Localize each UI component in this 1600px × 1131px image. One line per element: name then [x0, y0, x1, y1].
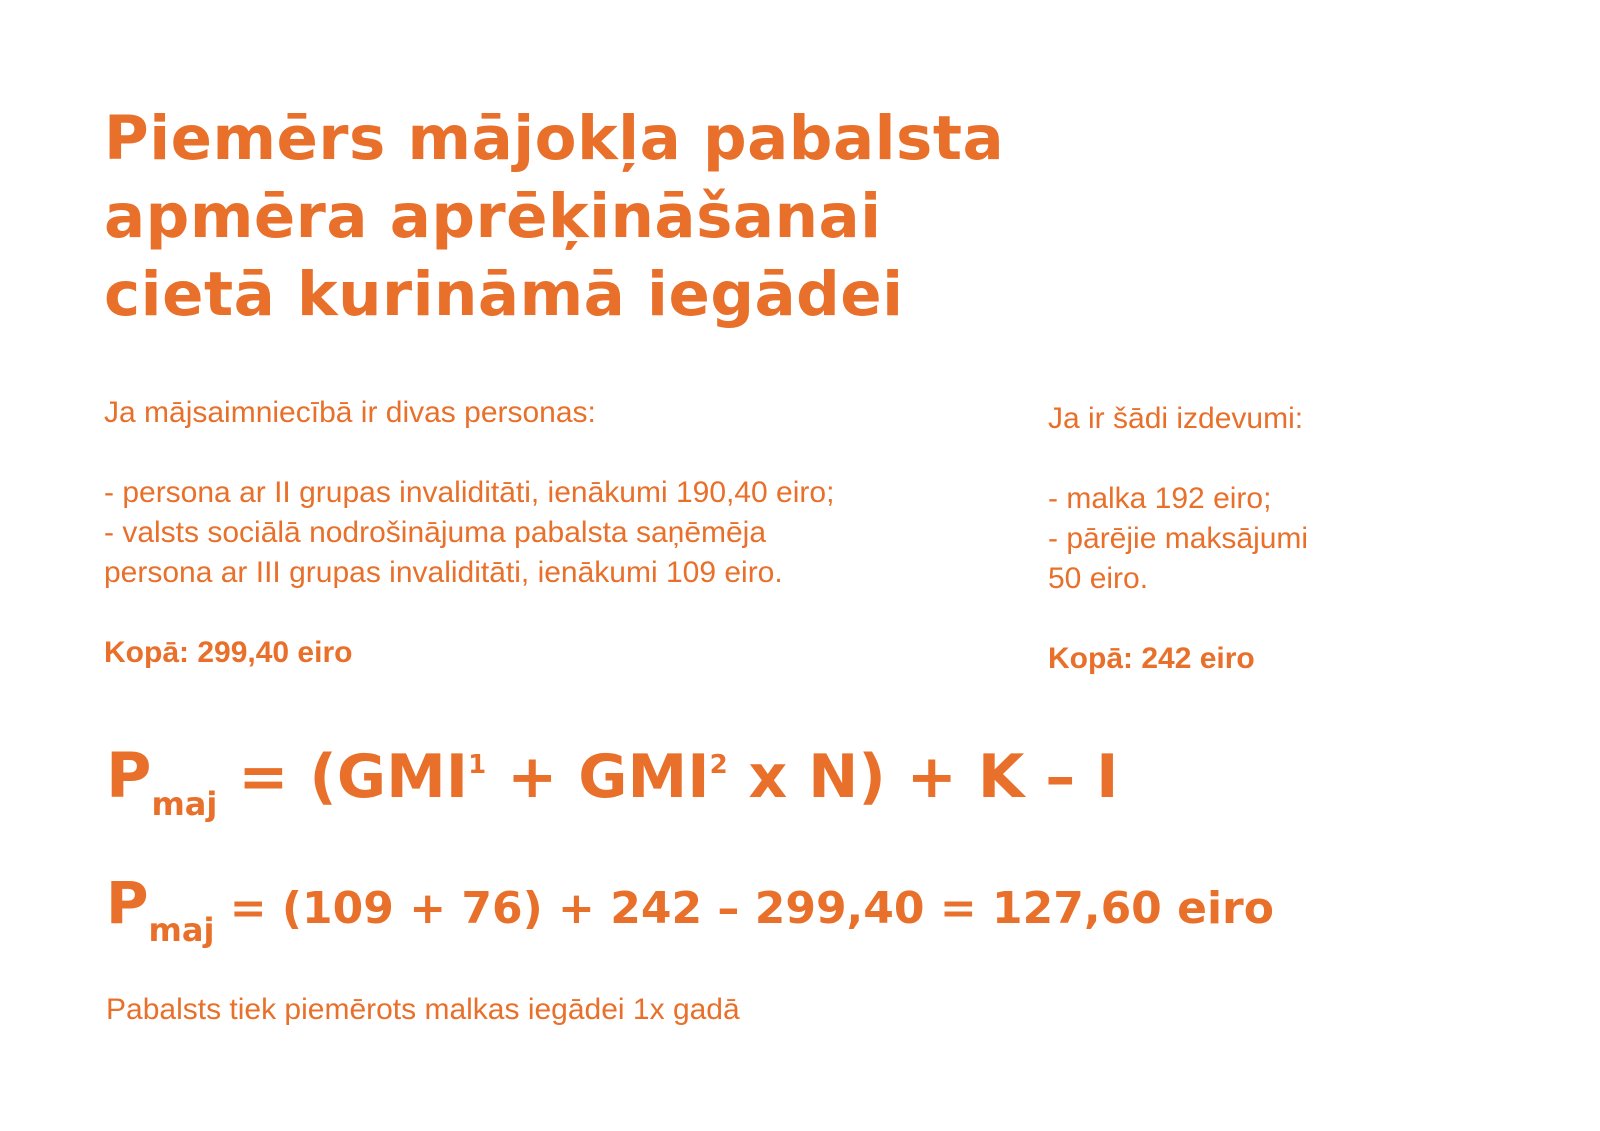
formula-general-superscript-2: 2 — [709, 750, 728, 780]
formula-general-superscript-1: 1 — [468, 750, 487, 780]
formula-general-part-3: x N) + K – I — [727, 742, 1119, 812]
title-line-1: Piemērs mājokļa pabalsta — [104, 103, 1005, 174]
expenses-total: Kopā: 242 eiro — [1048, 642, 1255, 675]
formula-example-rest: = (109 + 76) + 242 – 299,40 = 127,60 eiro — [214, 883, 1274, 934]
expenses-item-1: - malka 192 eiro; — [1048, 482, 1272, 515]
title-line-3: cietā kurināmā iegādei — [104, 259, 904, 330]
footer-note: Pabalsts tiek piemērots malkas iegādei 1x gadā — [106, 993, 740, 1026]
household-item-3: persona ar III grupas invaliditāti, ienākumi 109 eiro. — [104, 556, 783, 589]
formula-general-part-2: + GMI — [486, 742, 710, 812]
expenses-item-3: 50 eiro. — [1048, 562, 1149, 595]
title-line-2: apmēra aprēķināšanai — [104, 181, 882, 252]
formula-general-subscript: maj — [151, 785, 218, 823]
formula-example-subscript: maj — [148, 911, 215, 949]
household-item-2: - valsts sociālā nodrošinājuma pabalsta saņēmēja — [104, 516, 767, 549]
formula-general-part-1: = (GMI — [217, 742, 469, 812]
formula-general-p: P — [106, 739, 152, 812]
formula-example-p: P — [106, 869, 149, 937]
household-section — [104, 393, 834, 673]
expenses-heading: Ja ir šādi izdevumi: — [1048, 402, 1304, 435]
formula-example — [106, 868, 1274, 949]
formula-general — [106, 736, 1119, 823]
household-heading: Ja mājsaimniecībā ir divas personas: — [104, 396, 596, 429]
expenses-item-2: - pārējie maksājumi — [1048, 522, 1309, 555]
household-total: Kopā: 299,40 eiro — [104, 636, 353, 669]
household-item-1: - persona ar II grupas invaliditāti, ienākumi 190,40 eiro; — [104, 476, 835, 509]
expenses-section — [1048, 399, 1308, 679]
page-title — [104, 100, 1004, 334]
